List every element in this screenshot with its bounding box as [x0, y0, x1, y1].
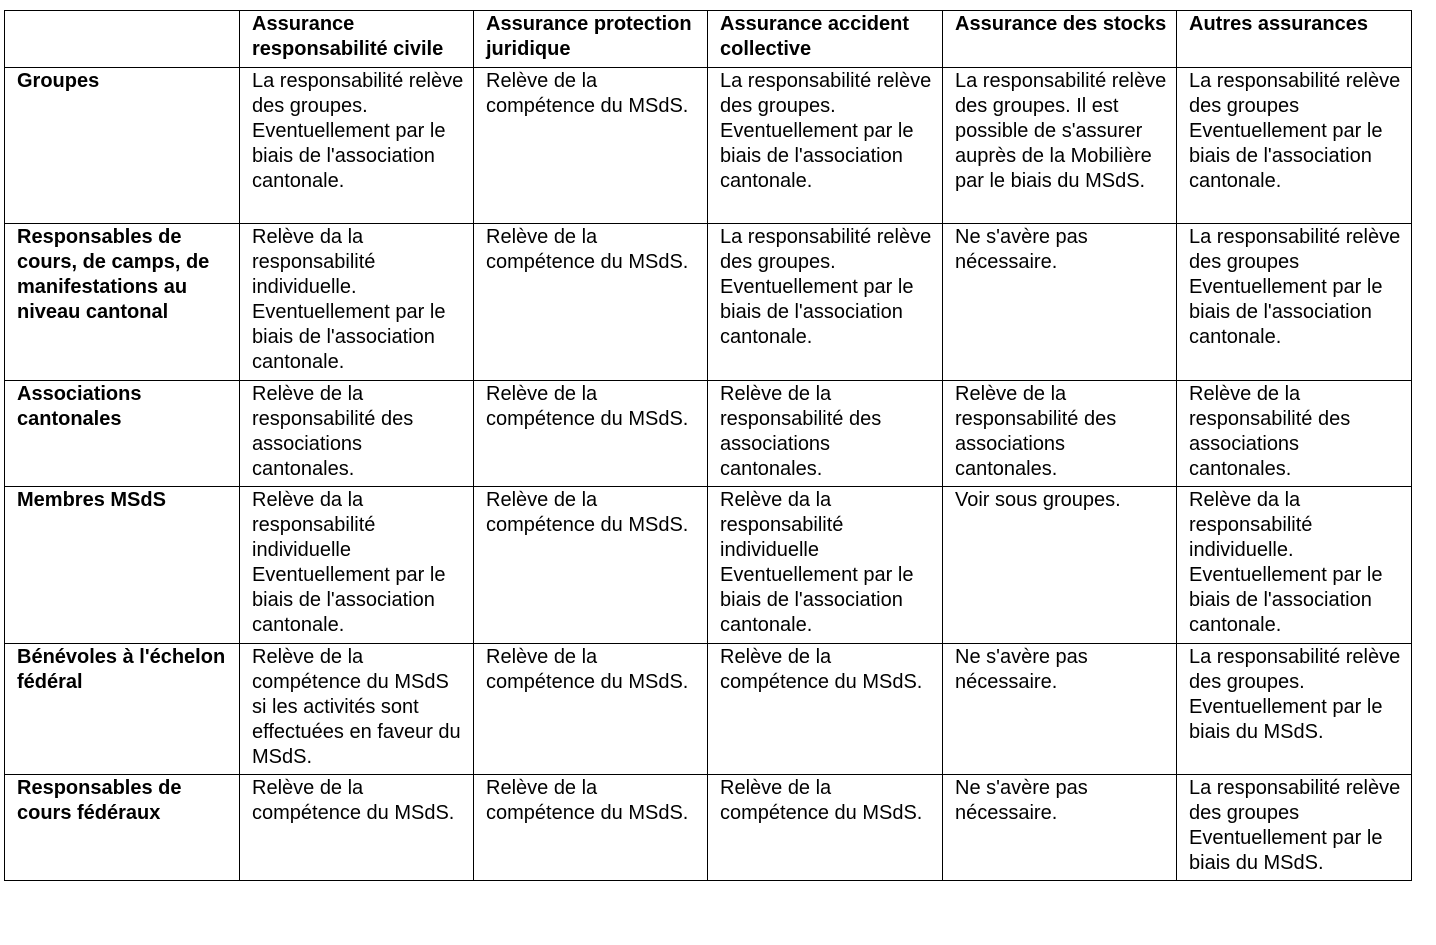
table-row	[5, 487, 1412, 644]
table-header-row	[5, 11, 1412, 68]
table-cell: Relève de la compétence du MSdS.	[474, 644, 708, 775]
table-cell: Relève da la responsabilité individuelle. Eventuellement par le biais de l'association cantonale.	[240, 224, 474, 381]
table-row	[5, 644, 1412, 775]
table-cell: Relève de la compétence du MSdS si les activités sont effectuées en faveur du MSdS.	[240, 644, 474, 775]
table-cell: La responsabilité relève des groupes Eventuellement par le biais de l'association cantonale.	[1177, 68, 1412, 224]
table-row	[5, 224, 1412, 381]
row-header-msds-members: Membres MSdS	[5, 487, 240, 644]
table-row	[5, 68, 1412, 224]
table-cell: Relève de la compétence du MSdS.	[474, 381, 708, 487]
table-cell: La responsabilité relève des groupes. Il est possible de s'assurer auprès de la Mobilière par le biais du MSdS.	[943, 68, 1177, 224]
row-header-federal-volunteers: Bénévoles à l'échelon fédéral	[5, 644, 240, 775]
column-header-legal-protection: Assurance protection juridique	[474, 11, 708, 68]
table-cell: La responsabilité relève des groupes. Eventuellement par le biais de l'association cantonale.	[708, 224, 943, 381]
insurance-responsibility-table	[4, 10, 1412, 881]
table-cell: La responsabilité relève des groupes. Eventuellement par le biais de l'association cantonale.	[708, 68, 943, 224]
table-cell: Relève de la responsabilité des associations cantonales.	[240, 381, 474, 487]
table-cell: Relève de la compétence du MSdS.	[708, 644, 943, 775]
table-cell: Ne s'avère pas nécessaire.	[943, 775, 1177, 881]
table-row	[5, 775, 1412, 881]
column-header-stock-insurance: Assurance des stocks	[943, 11, 1177, 68]
table-cell: La responsabilité relève des groupes. Eventuellement par le biais de l'association cantonale.	[240, 68, 474, 224]
table-row	[5, 381, 1412, 487]
table-cell: Relève de la compétence du MSdS.	[474, 224, 708, 381]
table-cell: Relève da la responsabilité individuelle Eventuellement par le biais de l'association cantonale.	[240, 487, 474, 644]
table-cell: Relève de la compétence du MSdS.	[474, 68, 708, 224]
column-header-other-insurance: Autres assurances	[1177, 11, 1412, 68]
table-cell: Relève de la compétence du MSdS.	[474, 775, 708, 881]
table-cell: Relève de la responsabilité des associations cantonales.	[943, 381, 1177, 487]
row-header-cantonal-leaders: Responsables de cours, de camps, de manifestations au niveau cantonal	[5, 224, 240, 381]
table-cell: Voir sous groupes.	[943, 487, 1177, 644]
table-cell: Relève de la compétence du MSdS.	[474, 487, 708, 644]
row-header-federal-course-leaders: Responsables de cours fédéraux	[5, 775, 240, 881]
table-cell: Relève de la responsabilité des associations cantonales.	[1177, 381, 1412, 487]
row-header-cantonal-associations: Associations cantonales	[5, 381, 240, 487]
table-cell: La responsabilité relève des groupes Eventuellement par le biais de l'association cantonale.	[1177, 224, 1412, 381]
table-cell: Relève da la responsabilité individuelle. Eventuellement par le biais de l'association cantonale.	[1177, 487, 1412, 644]
table-cell: Relève da la responsabilité individuelle Eventuellement par le biais de l'association cantonale.	[708, 487, 943, 644]
corner-cell	[5, 11, 240, 68]
table-cell: Relève de la responsabilité des associations cantonales.	[708, 381, 943, 487]
table-cell: Relève de la compétence du MSdS.	[708, 775, 943, 881]
table-cell: Ne s'avère pas nécessaire.	[943, 224, 1177, 381]
table-cell: La responsabilité relève des groupes. Eventuellement par le biais du MSdS.	[1177, 644, 1412, 775]
column-header-collective-accident: Assurance accident collective	[708, 11, 943, 68]
table-cell: La responsabilité relève des groupes Eventuellement par le biais du MSdS.	[1177, 775, 1412, 881]
table-cell: Relève de la compétence du MSdS.	[240, 775, 474, 881]
table-cell: Ne s'avère pas nécessaire.	[943, 644, 1177, 775]
row-header-groups: Groupes	[5, 68, 240, 224]
column-header-civil-liability: Assurance responsabilité civile	[240, 11, 474, 68]
